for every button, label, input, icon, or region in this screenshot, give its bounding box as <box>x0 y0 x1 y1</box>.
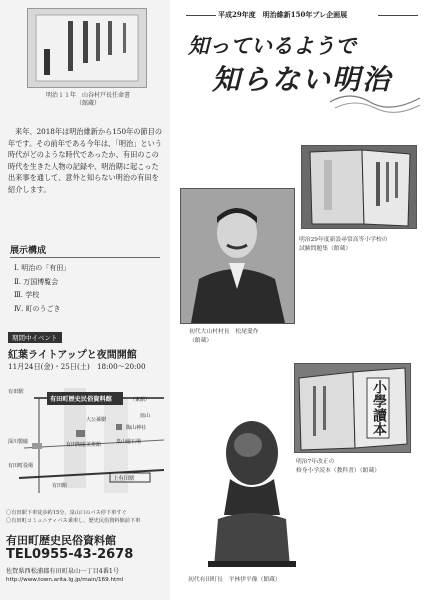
exhibit-structure-heading: 展示構成 <box>10 246 47 256</box>
map-station-label: 有田駅 <box>8 389 24 395</box>
heading-rule <box>10 257 160 258</box>
map-ekimae-label: 有田館 <box>52 483 68 489</box>
appointment-document-caption: 明治１１年 山谷村戸長任命書 （館蔵） <box>45 92 130 107</box>
event-dates: 11月24日(金)・25日(土) 18:00～20:00 <box>8 362 146 371</box>
title-line-1: 知っているようで <box>188 33 356 58</box>
textbook-photo <box>294 363 411 453</box>
appointment-document-photo <box>27 8 147 88</box>
event-title: 紅葉ライトアップと夜間開館 <box>8 350 137 361</box>
map-annex-label: （東館） <box>130 397 151 403</box>
intro-paragraph: 来年、2018年は明治維新から150年の節目の年です。その前年である今年は、「明治」という時代がどのような時代であったか、有田のこの時代を生きた人物の記録や、明治期に起こった出来事を通して、意外と知らない明治の有田を紹介します。 <box>8 127 163 194</box>
bust-illustration <box>208 415 296 567</box>
textbook-caption: 明治7年改正の 修身小学読本（教科書）（館蔵） <box>296 459 381 474</box>
section-item: Ⅰ. 明治の「有田」 <box>14 264 71 272</box>
section-item: Ⅳ. 町のうごき <box>14 304 61 313</box>
exam-record-caption: 明治29年度新設尋常高等小学校の 試験問題集（館蔵） <box>299 237 388 252</box>
map-tenjin-label: 深川製磁 <box>8 439 29 445</box>
portrait-caption: 初代大山村村長 松尾愛作 （館蔵） <box>189 329 259 344</box>
subtitle-rule-left <box>186 15 216 16</box>
subtitle-rule-right <box>378 15 418 16</box>
museum-address: 佐賀県西松浦郡有田町泉山一丁目4番1号 <box>6 568 120 575</box>
document-illustration <box>28 9 146 87</box>
map-izumiyama-label: 泉山磁石場 <box>116 439 142 445</box>
access-notes: 〇有田駅下車徒歩約15分、泉山口のバス停下車すぐ 〇有田町コミュニティバス乗車し、歴史民俗資料館前下車 <box>6 510 141 524</box>
map-kiln-label: 有田陶磁美術館 <box>66 442 102 448</box>
event-badge: 期間中イベント <box>8 332 62 343</box>
map-shrine-label: 大公孫樹 <box>86 417 107 423</box>
map-sarayama-label: 皿山 <box>140 413 151 419</box>
map-chapel-label: 陶山神社 <box>126 425 147 431</box>
decorative-wave <box>330 90 420 114</box>
museum-url[interactable]: http://www.town.arita.lg.jp/main/169.html <box>6 577 124 583</box>
event-subtitle: 平成29年度 明治維新150年プレ企画展 <box>218 10 348 19</box>
title-line-2: 知らない明治 <box>212 63 393 96</box>
access-map <box>4 378 168 508</box>
textbook-spine-text: 小學讀本 <box>371 380 387 436</box>
exhibit-sections <box>14 262 164 316</box>
map-kamiarita-label: 上有田駅 <box>113 476 135 482</box>
mayor-matsuo-portrait <box>180 188 295 324</box>
bust-caption: 初代有田町長 平林伊平像（館蔵） <box>188 577 281 583</box>
exam-record-photo <box>301 145 417 229</box>
portrait-illustration <box>181 189 294 323</box>
map-museum-label: 有田町歴史民俗資料館 <box>50 396 112 403</box>
textbook-illustration <box>295 364 410 452</box>
map-spring-label: 有田町役場 <box>8 463 34 469</box>
hirabayashi-bust <box>208 415 296 567</box>
record-book-illustration <box>302 146 416 228</box>
section-item: Ⅱ. 万国博覧会 <box>14 277 59 286</box>
museum-name: 有田町歴史民俗資料館 <box>6 534 116 547</box>
section-item: Ⅲ. 学校 <box>14 291 40 299</box>
museum-tel: TEL0955-43-2678 <box>6 547 134 562</box>
